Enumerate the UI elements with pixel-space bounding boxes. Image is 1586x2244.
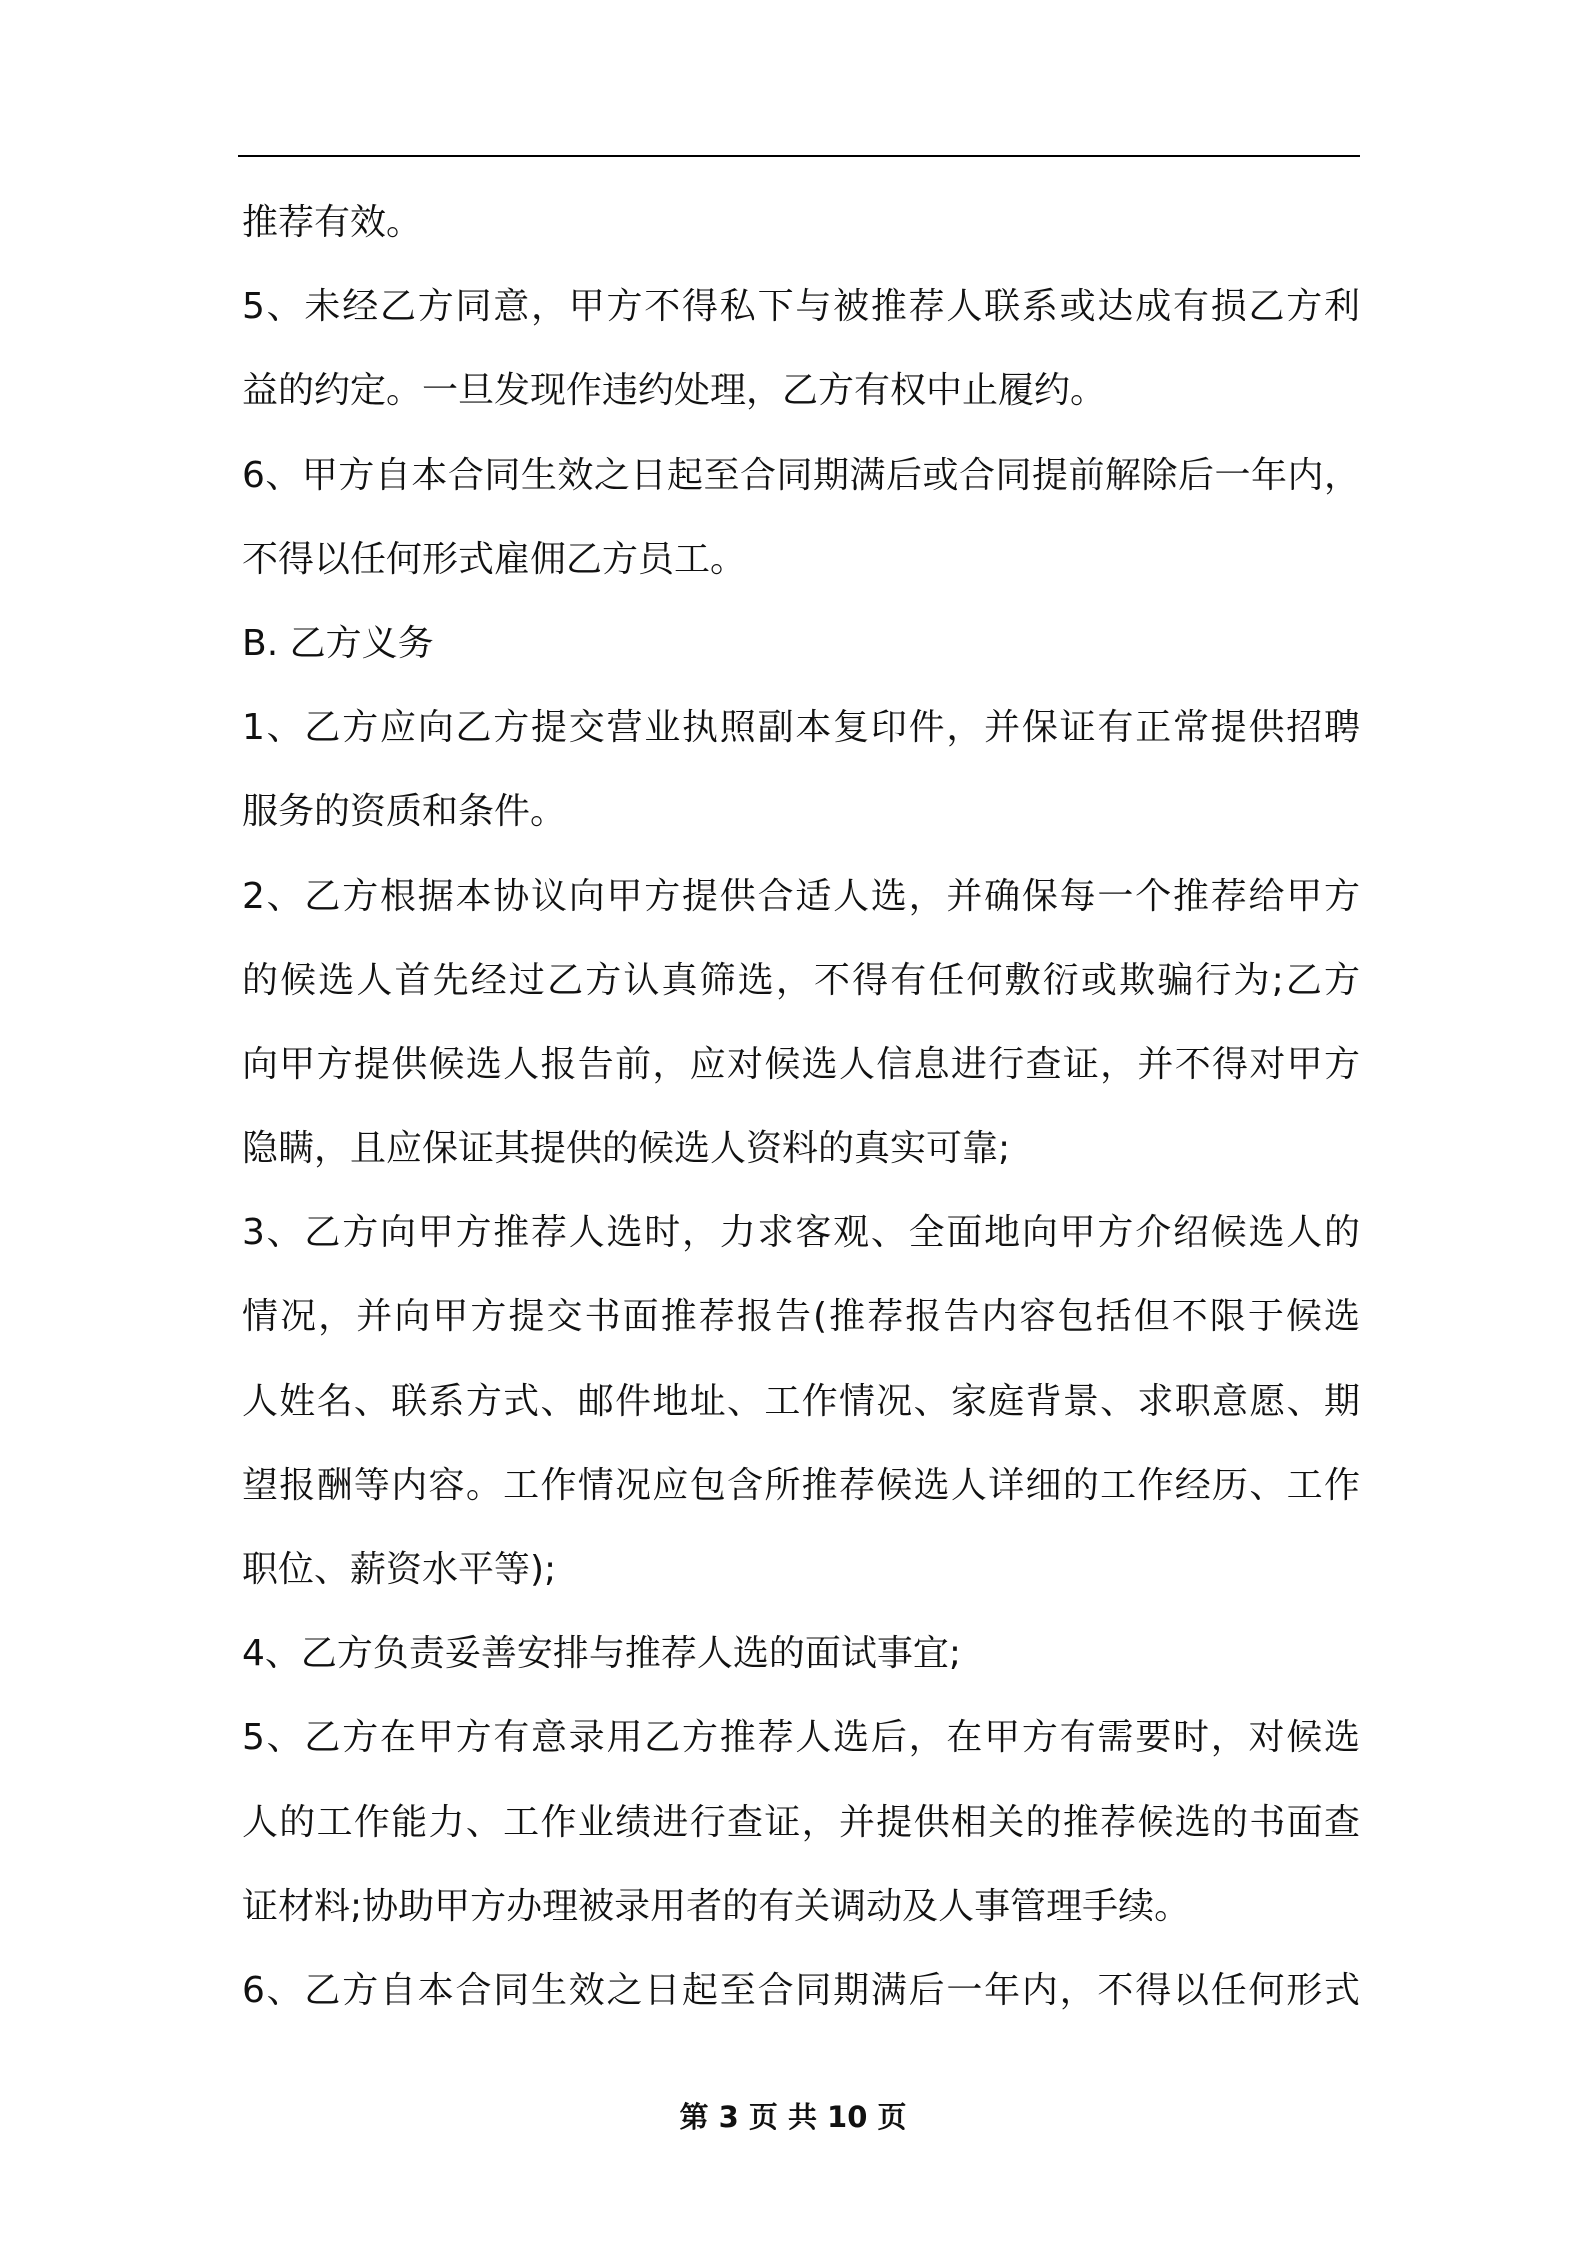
text-line: 不得以任何形式雇佣乙方员工。 (242, 538, 747, 580)
body-text (242, 181, 1360, 2033)
text-line: 5、乙方在甲方有意录用乙方推荐人选后，在甲方有需要时，对候选 (242, 1717, 1360, 1759)
text-line: 情况，并向甲方提交书面推荐报告(推荐报告内容包括但不限于候选 (242, 1296, 1360, 1338)
page-number-footer: 第 3 页 共 10 页 (679, 2100, 907, 2134)
text-line: 服务的资质和条件。 (242, 791, 567, 833)
text-line: 职位、薪资水平等); (242, 1549, 557, 1590)
text-line: 隐瞒，且应保证其提供的候选人资料的真实可靠; (242, 1128, 1011, 1170)
text-line: 6、乙方自本合同生效之日起至合同期满后一年内，不得以任何形式 (242, 1969, 1360, 2011)
text-line: 人的工作能力、工作业绩进行查证，并提供相关的推荐候选的书面查 (242, 1801, 1360, 1843)
text-line: 2、乙方根据本协议向甲方提供合适人选，并确保每一个推荐给甲方 (242, 875, 1360, 917)
text-line: 推荐有效。 (242, 202, 423, 243)
text-line: 1、乙方应向乙方提交营业执照副本复印件，并保证有正常提供招聘 (242, 707, 1360, 749)
text-line: 人姓名、联系方式、邮件地址、工作情况、家庭背景、求职意愿、期 (242, 1380, 1360, 1422)
text-line: 的候选人首先经过乙方认真筛选，不得有任何敷衍或欺骗行为;乙方 (242, 959, 1360, 1001)
text-line: 4、乙方负责妥善安排与推荐人选的面试事宜; (242, 1633, 962, 1675)
section-heading: B. 乙方义务 (242, 622, 434, 664)
text-line: 5、未经乙方同意，甲方不得私下与被推荐人联系或达成有损乙方利 (242, 286, 1360, 328)
text-line: 3、乙方向甲方推荐人选时，力求客观、全面地向甲方介绍候选人的 (242, 1212, 1360, 1254)
text-line: 望报酬等内容。工作情况应包含所推荐候选人详细的工作经历、工作 (242, 1464, 1360, 1506)
text-line: 6、甲方自本合同生效之日起至合同期满后或合同提前解除后一年内， (242, 454, 1360, 496)
text-line: 证材料;协助甲方办理被录用者的有关调动及人事管理手续。 (242, 1885, 1191, 1927)
text-line: 益的约定。一旦发现作违约处理，乙方有权中止履约。 (242, 370, 1107, 412)
header-rule (238, 155, 1360, 157)
text-line: 向甲方提供候选人报告前，应对候选人信息进行查证，并不得对甲方 (242, 1043, 1360, 1085)
